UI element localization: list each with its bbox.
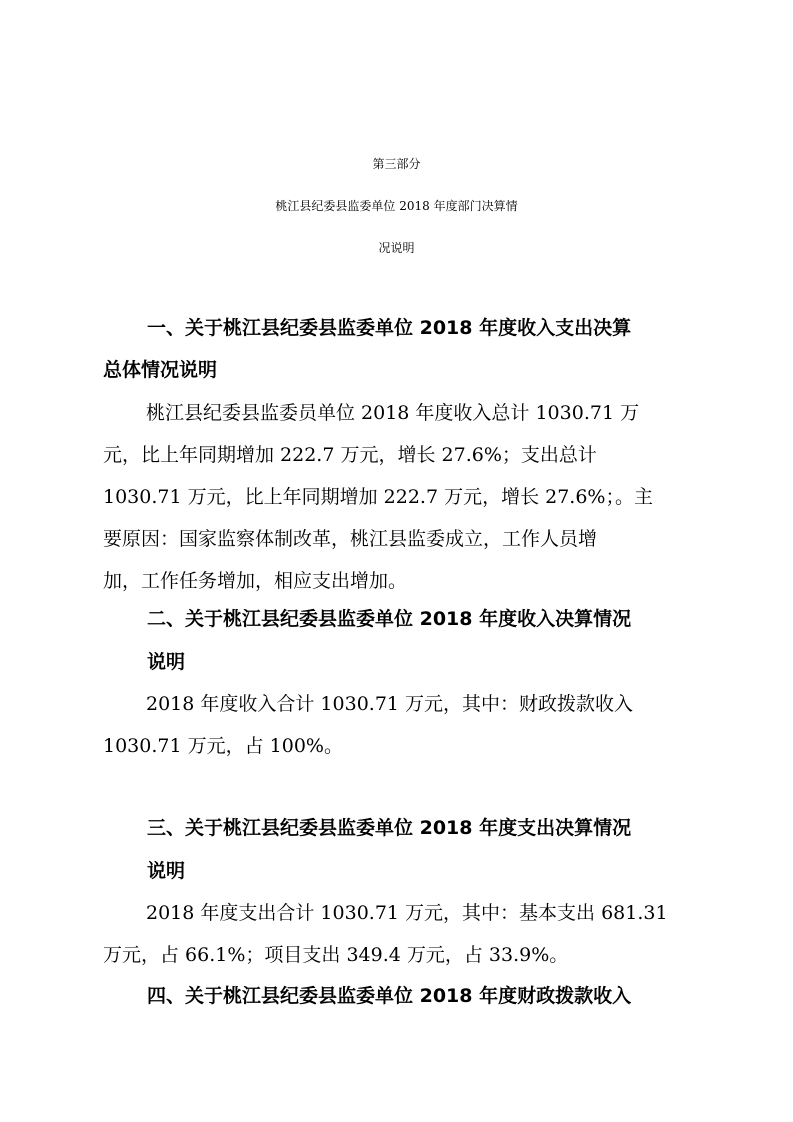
title-line-3: 况说明: [378, 241, 415, 255]
section-1-body-line-2: 元，比上年同期增加 222.7 万元，增长 27.6%；支出总计: [103, 444, 597, 466]
title-line-1: 第三部分: [372, 157, 421, 171]
section-3-heading-line-1: 三、关于桃江县纪委县监委单位 2018 年度支出决算情况: [147, 817, 632, 839]
section-1-body-line-4: 要原因：国家监察体制改革，桃江县监委成立，工作人员增: [103, 528, 598, 550]
section-2-body-line-1: 2018 年度收入合计 1030.71 万元，其中：财政拨款收入: [146, 693, 634, 715]
section-3-body-line-1: 2018 年度支出合计 1030.71 万元，其中：基本支出 681.31: [146, 902, 668, 924]
section-1-body-line-3: 1030.71 万元，比上年同期增加 222.7 万元，增长 27.6%；。主: [103, 486, 653, 508]
section-1-body-line-1: 桃江县纪委县监委员单位 2018 年度收入总计 1030.71 万: [146, 402, 640, 424]
section-2-body-line-2: 1030.71 万元，占 100%。: [103, 735, 343, 757]
section-3-heading-line-2: 说明: [147, 860, 186, 882]
section-1-heading-line-2: 总体情况说明: [103, 359, 218, 381]
title-line-2: 桃江县纪委县监委单位 2018 年度部门决算情: [275, 199, 518, 213]
document-title: [0, 143, 793, 269]
section-3-body-line-2: 万元，占 66.1%；项目支出 349.4 万元，占 33.9%。: [103, 944, 569, 966]
section-2-heading-line-2: 说明: [147, 651, 186, 673]
section-4-heading-line-1: 四、关于桃江县纪委县监委单位 2018 年度财政拨款收入: [147, 985, 632, 1007]
section-1-heading-line-1: 一、关于桃江县纪委县监委单位 2018 年度收入支出决算: [147, 317, 632, 339]
section-2-heading-line-1: 二、关于桃江县纪委县监委单位 2018 年度收入决算情况: [147, 608, 632, 630]
section-1-body-line-5: 加，工作任务增加，相应支出增加。: [103, 570, 408, 592]
